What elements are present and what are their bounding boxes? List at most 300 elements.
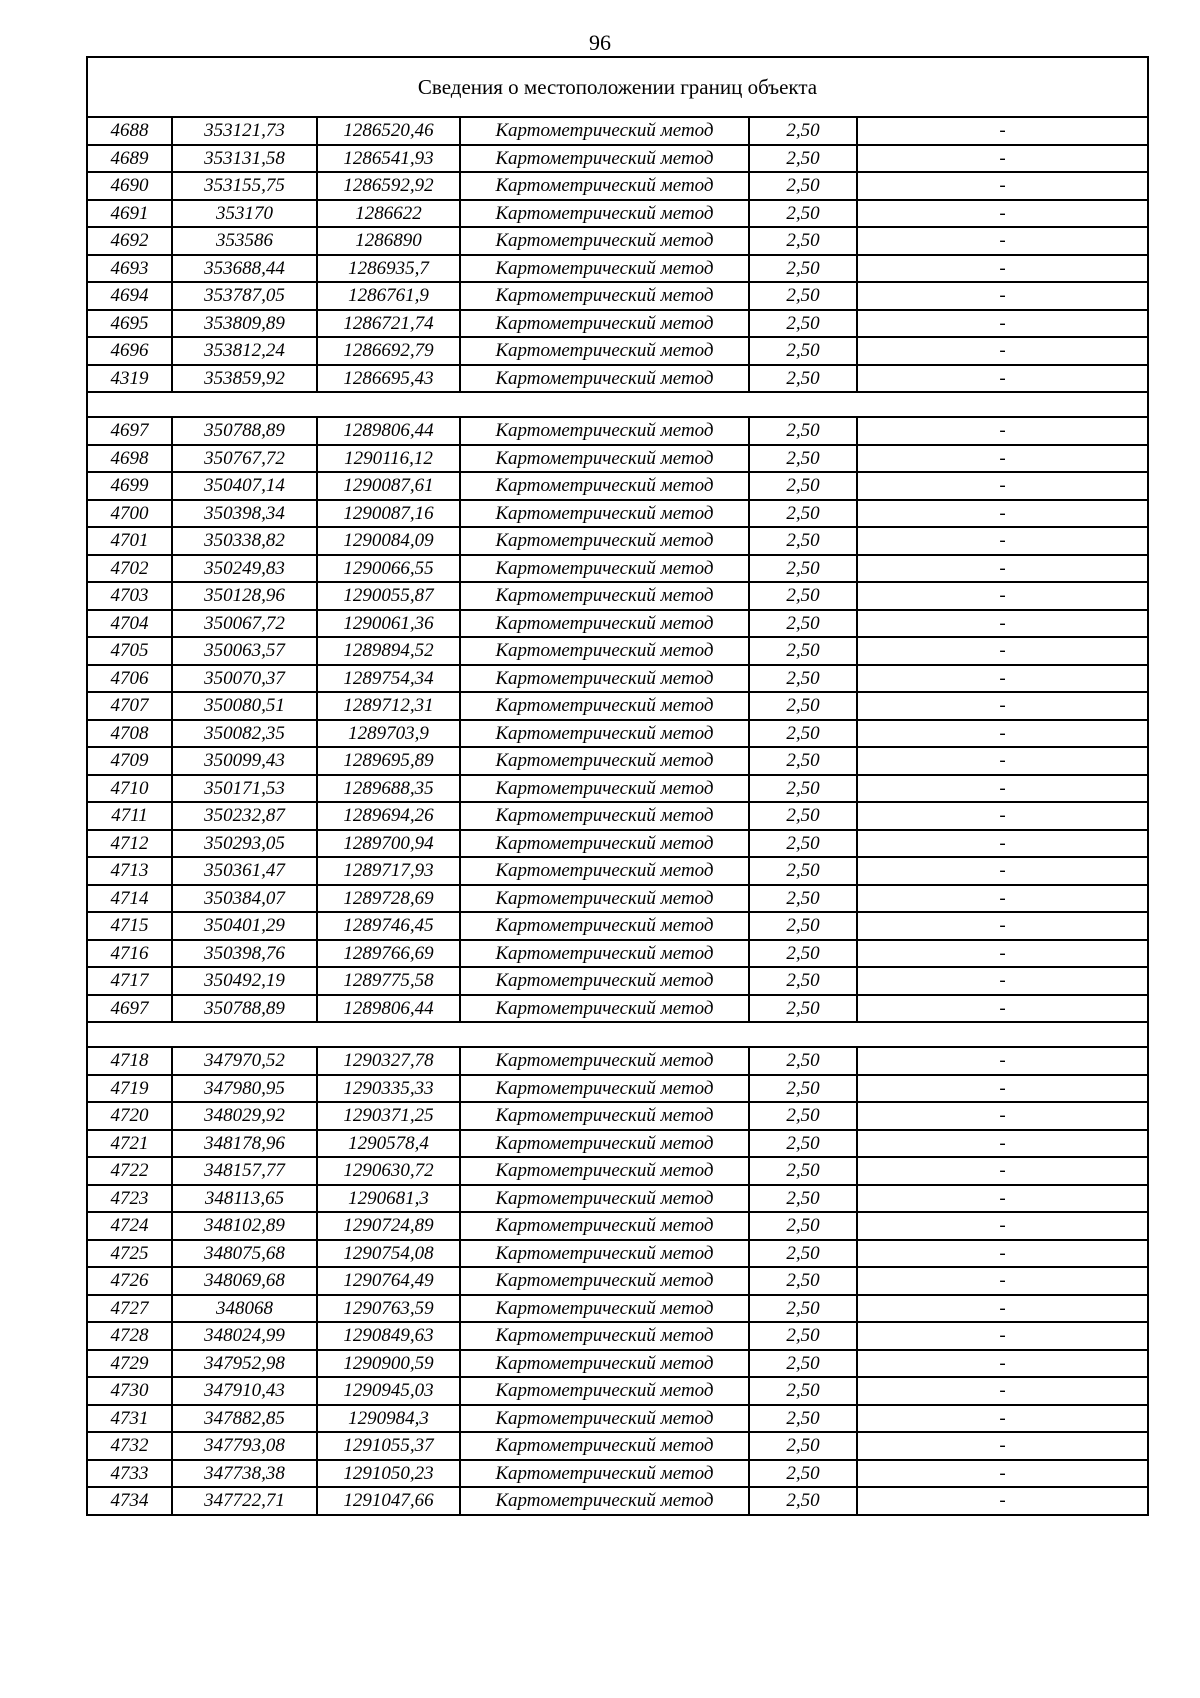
accuracy-cell: 2,50 bbox=[749, 500, 857, 528]
description-cell: - bbox=[857, 1157, 1148, 1185]
accuracy-cell: 2,50 bbox=[749, 830, 857, 858]
method-cell: Картометрический метод bbox=[460, 1102, 749, 1130]
point-number-cell: 4689 bbox=[87, 145, 172, 173]
accuracy-cell: 2,50 bbox=[749, 1460, 857, 1488]
description-cell: - bbox=[857, 720, 1148, 748]
method-cell: Картометрический метод bbox=[460, 365, 749, 393]
x-coordinate-cell: 347970,52 bbox=[172, 1047, 317, 1075]
y-coordinate-cell: 1290630,72 bbox=[317, 1157, 460, 1185]
y-coordinate-cell: 1290681,3 bbox=[317, 1185, 460, 1213]
method-cell: Картометрический метод bbox=[460, 1047, 749, 1075]
y-coordinate-cell: 1290578,4 bbox=[317, 1130, 460, 1158]
method-cell: Картометрический метод bbox=[460, 1350, 749, 1378]
table-row bbox=[87, 885, 1148, 913]
method-cell: Картометрический метод bbox=[460, 1240, 749, 1268]
point-number-cell: 4717 bbox=[87, 967, 172, 995]
description-cell: - bbox=[857, 995, 1148, 1023]
x-coordinate-cell: 353787,05 bbox=[172, 282, 317, 310]
accuracy-cell: 2,50 bbox=[749, 582, 857, 610]
description-cell: - bbox=[857, 527, 1148, 555]
description-cell: - bbox=[857, 310, 1148, 338]
description-cell: - bbox=[857, 1185, 1148, 1213]
point-number-cell: 4729 bbox=[87, 1350, 172, 1378]
description-cell: - bbox=[857, 747, 1148, 775]
point-number-cell: 4700 bbox=[87, 500, 172, 528]
table-title-row bbox=[87, 57, 1148, 117]
accuracy-cell: 2,50 bbox=[749, 720, 857, 748]
y-coordinate-cell: 1289806,44 bbox=[317, 417, 460, 445]
description-cell: - bbox=[857, 610, 1148, 638]
contour-separator-cell bbox=[87, 392, 1148, 417]
point-number-cell: 4694 bbox=[87, 282, 172, 310]
x-coordinate-cell: 348113,65 bbox=[172, 1185, 317, 1213]
method-cell: Картометрический метод bbox=[460, 1405, 749, 1433]
point-number-cell: 4718 bbox=[87, 1047, 172, 1075]
method-cell: Картометрический метод bbox=[460, 610, 749, 638]
table-row bbox=[87, 417, 1148, 445]
x-coordinate-cell: 348075,68 bbox=[172, 1240, 317, 1268]
point-number-cell: 4719 bbox=[87, 1075, 172, 1103]
description-cell: - bbox=[857, 1487, 1148, 1515]
x-coordinate-cell: 353688,44 bbox=[172, 255, 317, 283]
table-row bbox=[87, 445, 1148, 473]
method-cell: Картометрический метод bbox=[460, 1295, 749, 1323]
point-number-cell: 4688 bbox=[87, 117, 172, 145]
description-cell: - bbox=[857, 227, 1148, 255]
x-coordinate-cell: 350249,83 bbox=[172, 555, 317, 583]
method-cell: Картометрический метод bbox=[460, 665, 749, 693]
table-row bbox=[87, 1377, 1148, 1405]
method-cell: Картометрический метод bbox=[460, 337, 749, 365]
method-cell: Картометрический метод bbox=[460, 172, 749, 200]
method-cell: Картометрический метод bbox=[460, 995, 749, 1023]
accuracy-cell: 2,50 bbox=[749, 227, 857, 255]
y-coordinate-cell: 1289746,45 bbox=[317, 912, 460, 940]
table-row bbox=[87, 172, 1148, 200]
x-coordinate-cell: 348102,89 bbox=[172, 1212, 317, 1240]
description-cell: - bbox=[857, 637, 1148, 665]
boundary-coordinates-table bbox=[86, 56, 1149, 1516]
x-coordinate-cell: 347910,43 bbox=[172, 1377, 317, 1405]
accuracy-cell: 2,50 bbox=[749, 967, 857, 995]
method-cell: Картометрический метод bbox=[460, 1212, 749, 1240]
x-coordinate-cell: 350128,96 bbox=[172, 582, 317, 610]
x-coordinate-cell: 350080,51 bbox=[172, 692, 317, 720]
description-cell: - bbox=[857, 857, 1148, 885]
x-coordinate-cell: 347738,38 bbox=[172, 1460, 317, 1488]
x-coordinate-cell: 350063,57 bbox=[172, 637, 317, 665]
table-row bbox=[87, 1157, 1148, 1185]
method-cell: Картометрический метод bbox=[460, 1075, 749, 1103]
accuracy-cell: 2,50 bbox=[749, 417, 857, 445]
accuracy-cell: 2,50 bbox=[749, 555, 857, 583]
table-row bbox=[87, 582, 1148, 610]
x-coordinate-cell: 353131,58 bbox=[172, 145, 317, 173]
accuracy-cell: 2,50 bbox=[749, 692, 857, 720]
table-row bbox=[87, 747, 1148, 775]
description-cell: - bbox=[857, 500, 1148, 528]
accuracy-cell: 2,50 bbox=[749, 1295, 857, 1323]
description-cell: - bbox=[857, 555, 1148, 583]
method-cell: Картометрический метод bbox=[460, 145, 749, 173]
x-coordinate-cell: 347980,95 bbox=[172, 1075, 317, 1103]
description-cell: - bbox=[857, 365, 1148, 393]
point-number-cell: 4704 bbox=[87, 610, 172, 638]
point-number-cell: 4720 bbox=[87, 1102, 172, 1130]
table-row bbox=[87, 1047, 1148, 1075]
point-number-cell: 4713 bbox=[87, 857, 172, 885]
y-coordinate-cell: 1289728,69 bbox=[317, 885, 460, 913]
table-row bbox=[87, 1102, 1148, 1130]
method-cell: Картометрический метод bbox=[460, 227, 749, 255]
table-row bbox=[87, 1267, 1148, 1295]
method-cell: Картометрический метод bbox=[460, 1377, 749, 1405]
method-cell: Картометрический метод bbox=[460, 692, 749, 720]
point-number-cell: 4691 bbox=[87, 200, 172, 228]
point-number-cell: 4706 bbox=[87, 665, 172, 693]
y-coordinate-cell: 1290335,33 bbox=[317, 1075, 460, 1103]
y-coordinate-cell: 1290763,59 bbox=[317, 1295, 460, 1323]
description-cell: - bbox=[857, 692, 1148, 720]
accuracy-cell: 2,50 bbox=[749, 145, 857, 173]
method-cell: Картометрический метод bbox=[460, 940, 749, 968]
table-row bbox=[87, 500, 1148, 528]
method-cell: Картометрический метод bbox=[460, 1460, 749, 1488]
method-cell: Картометрический метод bbox=[460, 1487, 749, 1515]
y-coordinate-cell: 1289688,35 bbox=[317, 775, 460, 803]
y-coordinate-cell: 1286520,46 bbox=[317, 117, 460, 145]
x-coordinate-cell: 350293,05 bbox=[172, 830, 317, 858]
method-cell: Картометрический метод bbox=[460, 1322, 749, 1350]
y-coordinate-cell: 1286890 bbox=[317, 227, 460, 255]
y-coordinate-cell: 1286761,9 bbox=[317, 282, 460, 310]
x-coordinate-cell: 350788,89 bbox=[172, 995, 317, 1023]
accuracy-cell: 2,50 bbox=[749, 445, 857, 473]
accuracy-cell: 2,50 bbox=[749, 172, 857, 200]
table-row bbox=[87, 1350, 1148, 1378]
description-cell: - bbox=[857, 802, 1148, 830]
method-cell: Картометрический метод bbox=[460, 912, 749, 940]
point-number-cell: 4701 bbox=[87, 527, 172, 555]
x-coordinate-cell: 350082,35 bbox=[172, 720, 317, 748]
x-coordinate-cell: 353121,73 bbox=[172, 117, 317, 145]
point-number-cell: 4705 bbox=[87, 637, 172, 665]
y-coordinate-cell: 1290055,87 bbox=[317, 582, 460, 610]
x-coordinate-cell: 350171,53 bbox=[172, 775, 317, 803]
description-cell: - bbox=[857, 1322, 1148, 1350]
table-row bbox=[87, 720, 1148, 748]
table-row bbox=[87, 1405, 1148, 1433]
description-cell: - bbox=[857, 1295, 1148, 1323]
y-coordinate-cell: 1286695,43 bbox=[317, 365, 460, 393]
description-cell: - bbox=[857, 1350, 1148, 1378]
accuracy-cell: 2,50 bbox=[749, 1102, 857, 1130]
point-number-cell: 4695 bbox=[87, 310, 172, 338]
x-coordinate-cell: 348029,92 bbox=[172, 1102, 317, 1130]
point-number-cell: 4711 bbox=[87, 802, 172, 830]
method-cell: Картометрический метод bbox=[460, 1185, 749, 1213]
accuracy-cell: 2,50 bbox=[749, 1240, 857, 1268]
method-cell: Картометрический метод bbox=[460, 200, 749, 228]
y-coordinate-cell: 1289806,44 bbox=[317, 995, 460, 1023]
method-cell: Картометрический метод bbox=[460, 117, 749, 145]
table-row bbox=[87, 337, 1148, 365]
table-row bbox=[87, 802, 1148, 830]
point-number-cell: 4730 bbox=[87, 1377, 172, 1405]
point-number-cell: 4708 bbox=[87, 720, 172, 748]
x-coordinate-cell: 353859,92 bbox=[172, 365, 317, 393]
accuracy-cell: 2,50 bbox=[749, 117, 857, 145]
accuracy-cell: 2,50 bbox=[749, 637, 857, 665]
method-cell: Картометрический метод bbox=[460, 775, 749, 803]
point-number-cell: 4714 bbox=[87, 885, 172, 913]
x-coordinate-cell: 348178,96 bbox=[172, 1130, 317, 1158]
description-cell: - bbox=[857, 967, 1148, 995]
point-number-cell: 4692 bbox=[87, 227, 172, 255]
point-number-cell: 4712 bbox=[87, 830, 172, 858]
x-coordinate-cell: 348069,68 bbox=[172, 1267, 317, 1295]
x-coordinate-cell: 350232,87 bbox=[172, 802, 317, 830]
y-coordinate-cell: 1291050,23 bbox=[317, 1460, 460, 1488]
y-coordinate-cell: 1290116,12 bbox=[317, 445, 460, 473]
accuracy-cell: 2,50 bbox=[749, 1432, 857, 1460]
accuracy-cell: 2,50 bbox=[749, 1185, 857, 1213]
accuracy-cell: 2,50 bbox=[749, 1157, 857, 1185]
table-row bbox=[87, 255, 1148, 283]
y-coordinate-cell: 1289894,52 bbox=[317, 637, 460, 665]
table-row bbox=[87, 1075, 1148, 1103]
y-coordinate-cell: 1286935,7 bbox=[317, 255, 460, 283]
table-row bbox=[87, 1322, 1148, 1350]
table-row bbox=[87, 1460, 1148, 1488]
accuracy-cell: 2,50 bbox=[749, 282, 857, 310]
description-cell: - bbox=[857, 912, 1148, 940]
description-cell: - bbox=[857, 1377, 1148, 1405]
x-coordinate-cell: 350361,47 bbox=[172, 857, 317, 885]
x-coordinate-cell: 347952,98 bbox=[172, 1350, 317, 1378]
accuracy-cell: 2,50 bbox=[749, 1075, 857, 1103]
y-coordinate-cell: 1291055,37 bbox=[317, 1432, 460, 1460]
y-coordinate-cell: 1290754,08 bbox=[317, 1240, 460, 1268]
description-cell: - bbox=[857, 117, 1148, 145]
table-row bbox=[87, 117, 1148, 145]
method-cell: Картометрический метод bbox=[460, 857, 749, 885]
y-coordinate-cell: 1290724,89 bbox=[317, 1212, 460, 1240]
x-coordinate-cell: 348157,77 bbox=[172, 1157, 317, 1185]
y-coordinate-cell: 1286541,93 bbox=[317, 145, 460, 173]
method-cell: Картометрический метод bbox=[460, 417, 749, 445]
method-cell: Картометрический метод bbox=[460, 310, 749, 338]
accuracy-cell: 2,50 bbox=[749, 1322, 857, 1350]
x-coordinate-cell: 348024,99 bbox=[172, 1322, 317, 1350]
point-number-cell: 4693 bbox=[87, 255, 172, 283]
y-coordinate-cell: 1286721,74 bbox=[317, 310, 460, 338]
x-coordinate-cell: 350398,76 bbox=[172, 940, 317, 968]
y-coordinate-cell: 1289775,58 bbox=[317, 967, 460, 995]
page-number: 96 bbox=[589, 30, 611, 55]
point-number-cell: 4710 bbox=[87, 775, 172, 803]
method-cell: Картометрический метод bbox=[460, 967, 749, 995]
accuracy-cell: 2,50 bbox=[749, 1405, 857, 1433]
table-row bbox=[87, 995, 1148, 1023]
contour-separator-cell bbox=[87, 1022, 1148, 1047]
method-cell: Картометрический метод bbox=[460, 582, 749, 610]
description-cell: - bbox=[857, 1212, 1148, 1240]
table-row bbox=[87, 967, 1148, 995]
table-row bbox=[87, 310, 1148, 338]
x-coordinate-cell: 350067,72 bbox=[172, 610, 317, 638]
table-row bbox=[87, 145, 1148, 173]
x-coordinate-cell: 350398,34 bbox=[172, 500, 317, 528]
y-coordinate-cell: 1289754,34 bbox=[317, 665, 460, 693]
accuracy-cell: 2,50 bbox=[749, 775, 857, 803]
x-coordinate-cell: 350788,89 bbox=[172, 417, 317, 445]
accuracy-cell: 2,50 bbox=[749, 1212, 857, 1240]
accuracy-cell: 2,50 bbox=[749, 337, 857, 365]
x-coordinate-cell: 353155,75 bbox=[172, 172, 317, 200]
y-coordinate-cell: 1289712,31 bbox=[317, 692, 460, 720]
table-row bbox=[87, 1185, 1148, 1213]
boundary-table-container bbox=[86, 56, 1147, 1516]
table-row bbox=[87, 692, 1148, 720]
table-row bbox=[87, 527, 1148, 555]
description-cell: - bbox=[857, 582, 1148, 610]
y-coordinate-cell: 1286692,79 bbox=[317, 337, 460, 365]
point-number-cell: 4709 bbox=[87, 747, 172, 775]
accuracy-cell: 2,50 bbox=[749, 1130, 857, 1158]
description-cell: - bbox=[857, 830, 1148, 858]
x-coordinate-cell: 350767,72 bbox=[172, 445, 317, 473]
y-coordinate-cell: 1290327,78 bbox=[317, 1047, 460, 1075]
point-number-cell: 4727 bbox=[87, 1295, 172, 1323]
accuracy-cell: 2,50 bbox=[749, 995, 857, 1023]
table-row bbox=[87, 1432, 1148, 1460]
y-coordinate-cell: 1286592,92 bbox=[317, 172, 460, 200]
accuracy-cell: 2,50 bbox=[749, 747, 857, 775]
accuracy-cell: 2,50 bbox=[749, 1487, 857, 1515]
point-number-cell: 4319 bbox=[87, 365, 172, 393]
method-cell: Картометрический метод bbox=[460, 1157, 749, 1185]
table-row bbox=[87, 365, 1148, 393]
description-cell: - bbox=[857, 1405, 1148, 1433]
x-coordinate-cell: 350338,82 bbox=[172, 527, 317, 555]
method-cell: Картометрический метод bbox=[460, 830, 749, 858]
table-row bbox=[87, 1487, 1148, 1515]
description-cell: - bbox=[857, 775, 1148, 803]
point-number-cell: 4702 bbox=[87, 555, 172, 583]
accuracy-cell: 2,50 bbox=[749, 857, 857, 885]
description-cell: - bbox=[857, 445, 1148, 473]
point-number-cell: 4728 bbox=[87, 1322, 172, 1350]
x-coordinate-cell: 347882,85 bbox=[172, 1405, 317, 1433]
contour-separator-row bbox=[87, 392, 1148, 417]
contour-separator-row bbox=[87, 1022, 1148, 1047]
point-number-cell: 4697 bbox=[87, 417, 172, 445]
point-number-cell: 4723 bbox=[87, 1185, 172, 1213]
x-coordinate-cell: 350407,14 bbox=[172, 472, 317, 500]
point-number-cell: 4716 bbox=[87, 940, 172, 968]
accuracy-cell: 2,50 bbox=[749, 1350, 857, 1378]
y-coordinate-cell: 1289717,93 bbox=[317, 857, 460, 885]
method-cell: Картометрический метод bbox=[460, 720, 749, 748]
description-cell: - bbox=[857, 1432, 1148, 1460]
y-coordinate-cell: 1290764,49 bbox=[317, 1267, 460, 1295]
accuracy-cell: 2,50 bbox=[749, 802, 857, 830]
accuracy-cell: 2,50 bbox=[749, 365, 857, 393]
y-coordinate-cell: 1290084,09 bbox=[317, 527, 460, 555]
method-cell: Картометрический метод bbox=[460, 500, 749, 528]
method-cell: Картометрический метод bbox=[460, 637, 749, 665]
point-number-cell: 4725 bbox=[87, 1240, 172, 1268]
point-number-cell: 4731 bbox=[87, 1405, 172, 1433]
table-row bbox=[87, 555, 1148, 583]
point-number-cell: 4697 bbox=[87, 995, 172, 1023]
y-coordinate-cell: 1290087,16 bbox=[317, 500, 460, 528]
point-number-cell: 4690 bbox=[87, 172, 172, 200]
description-cell: - bbox=[857, 1130, 1148, 1158]
accuracy-cell: 2,50 bbox=[749, 1377, 857, 1405]
x-coordinate-cell: 350070,37 bbox=[172, 665, 317, 693]
accuracy-cell: 2,50 bbox=[749, 255, 857, 283]
y-coordinate-cell: 1289694,26 bbox=[317, 802, 460, 830]
point-number-cell: 4722 bbox=[87, 1157, 172, 1185]
point-number-cell: 4696 bbox=[87, 337, 172, 365]
method-cell: Картометрический метод bbox=[460, 282, 749, 310]
description-cell: - bbox=[857, 940, 1148, 968]
point-number-cell: 4715 bbox=[87, 912, 172, 940]
description-cell: - bbox=[857, 282, 1148, 310]
x-coordinate-cell: 350099,43 bbox=[172, 747, 317, 775]
description-cell: - bbox=[857, 1047, 1148, 1075]
table-row bbox=[87, 1130, 1148, 1158]
table-row bbox=[87, 775, 1148, 803]
accuracy-cell: 2,50 bbox=[749, 1047, 857, 1075]
description-cell: - bbox=[857, 417, 1148, 445]
table-row bbox=[87, 830, 1148, 858]
description-cell: - bbox=[857, 1102, 1148, 1130]
method-cell: Картометрический метод bbox=[460, 555, 749, 583]
x-coordinate-cell: 353809,89 bbox=[172, 310, 317, 338]
y-coordinate-cell: 1291047,66 bbox=[317, 1487, 460, 1515]
y-coordinate-cell: 1290087,61 bbox=[317, 472, 460, 500]
method-cell: Картометрический метод bbox=[460, 472, 749, 500]
table-title: Сведения о местоположении границ объекта bbox=[87, 57, 1148, 117]
table-row bbox=[87, 610, 1148, 638]
table-row bbox=[87, 200, 1148, 228]
description-cell: - bbox=[857, 337, 1148, 365]
y-coordinate-cell: 1289766,69 bbox=[317, 940, 460, 968]
accuracy-cell: 2,50 bbox=[749, 200, 857, 228]
y-coordinate-cell: 1290061,36 bbox=[317, 610, 460, 638]
accuracy-cell: 2,50 bbox=[749, 472, 857, 500]
x-coordinate-cell: 347722,71 bbox=[172, 1487, 317, 1515]
accuracy-cell: 2,50 bbox=[749, 1267, 857, 1295]
accuracy-cell: 2,50 bbox=[749, 665, 857, 693]
method-cell: Картометрический метод bbox=[460, 1130, 749, 1158]
x-coordinate-cell: 353586 bbox=[172, 227, 317, 255]
table-row bbox=[87, 857, 1148, 885]
method-cell: Картометрический метод bbox=[460, 527, 749, 555]
y-coordinate-cell: 1290066,55 bbox=[317, 555, 460, 583]
description-cell: - bbox=[857, 1075, 1148, 1103]
accuracy-cell: 2,50 bbox=[749, 940, 857, 968]
description-cell: - bbox=[857, 1240, 1148, 1268]
description-cell: - bbox=[857, 200, 1148, 228]
table-row bbox=[87, 637, 1148, 665]
table-row bbox=[87, 227, 1148, 255]
table-row bbox=[87, 940, 1148, 968]
y-coordinate-cell: 1290371,25 bbox=[317, 1102, 460, 1130]
